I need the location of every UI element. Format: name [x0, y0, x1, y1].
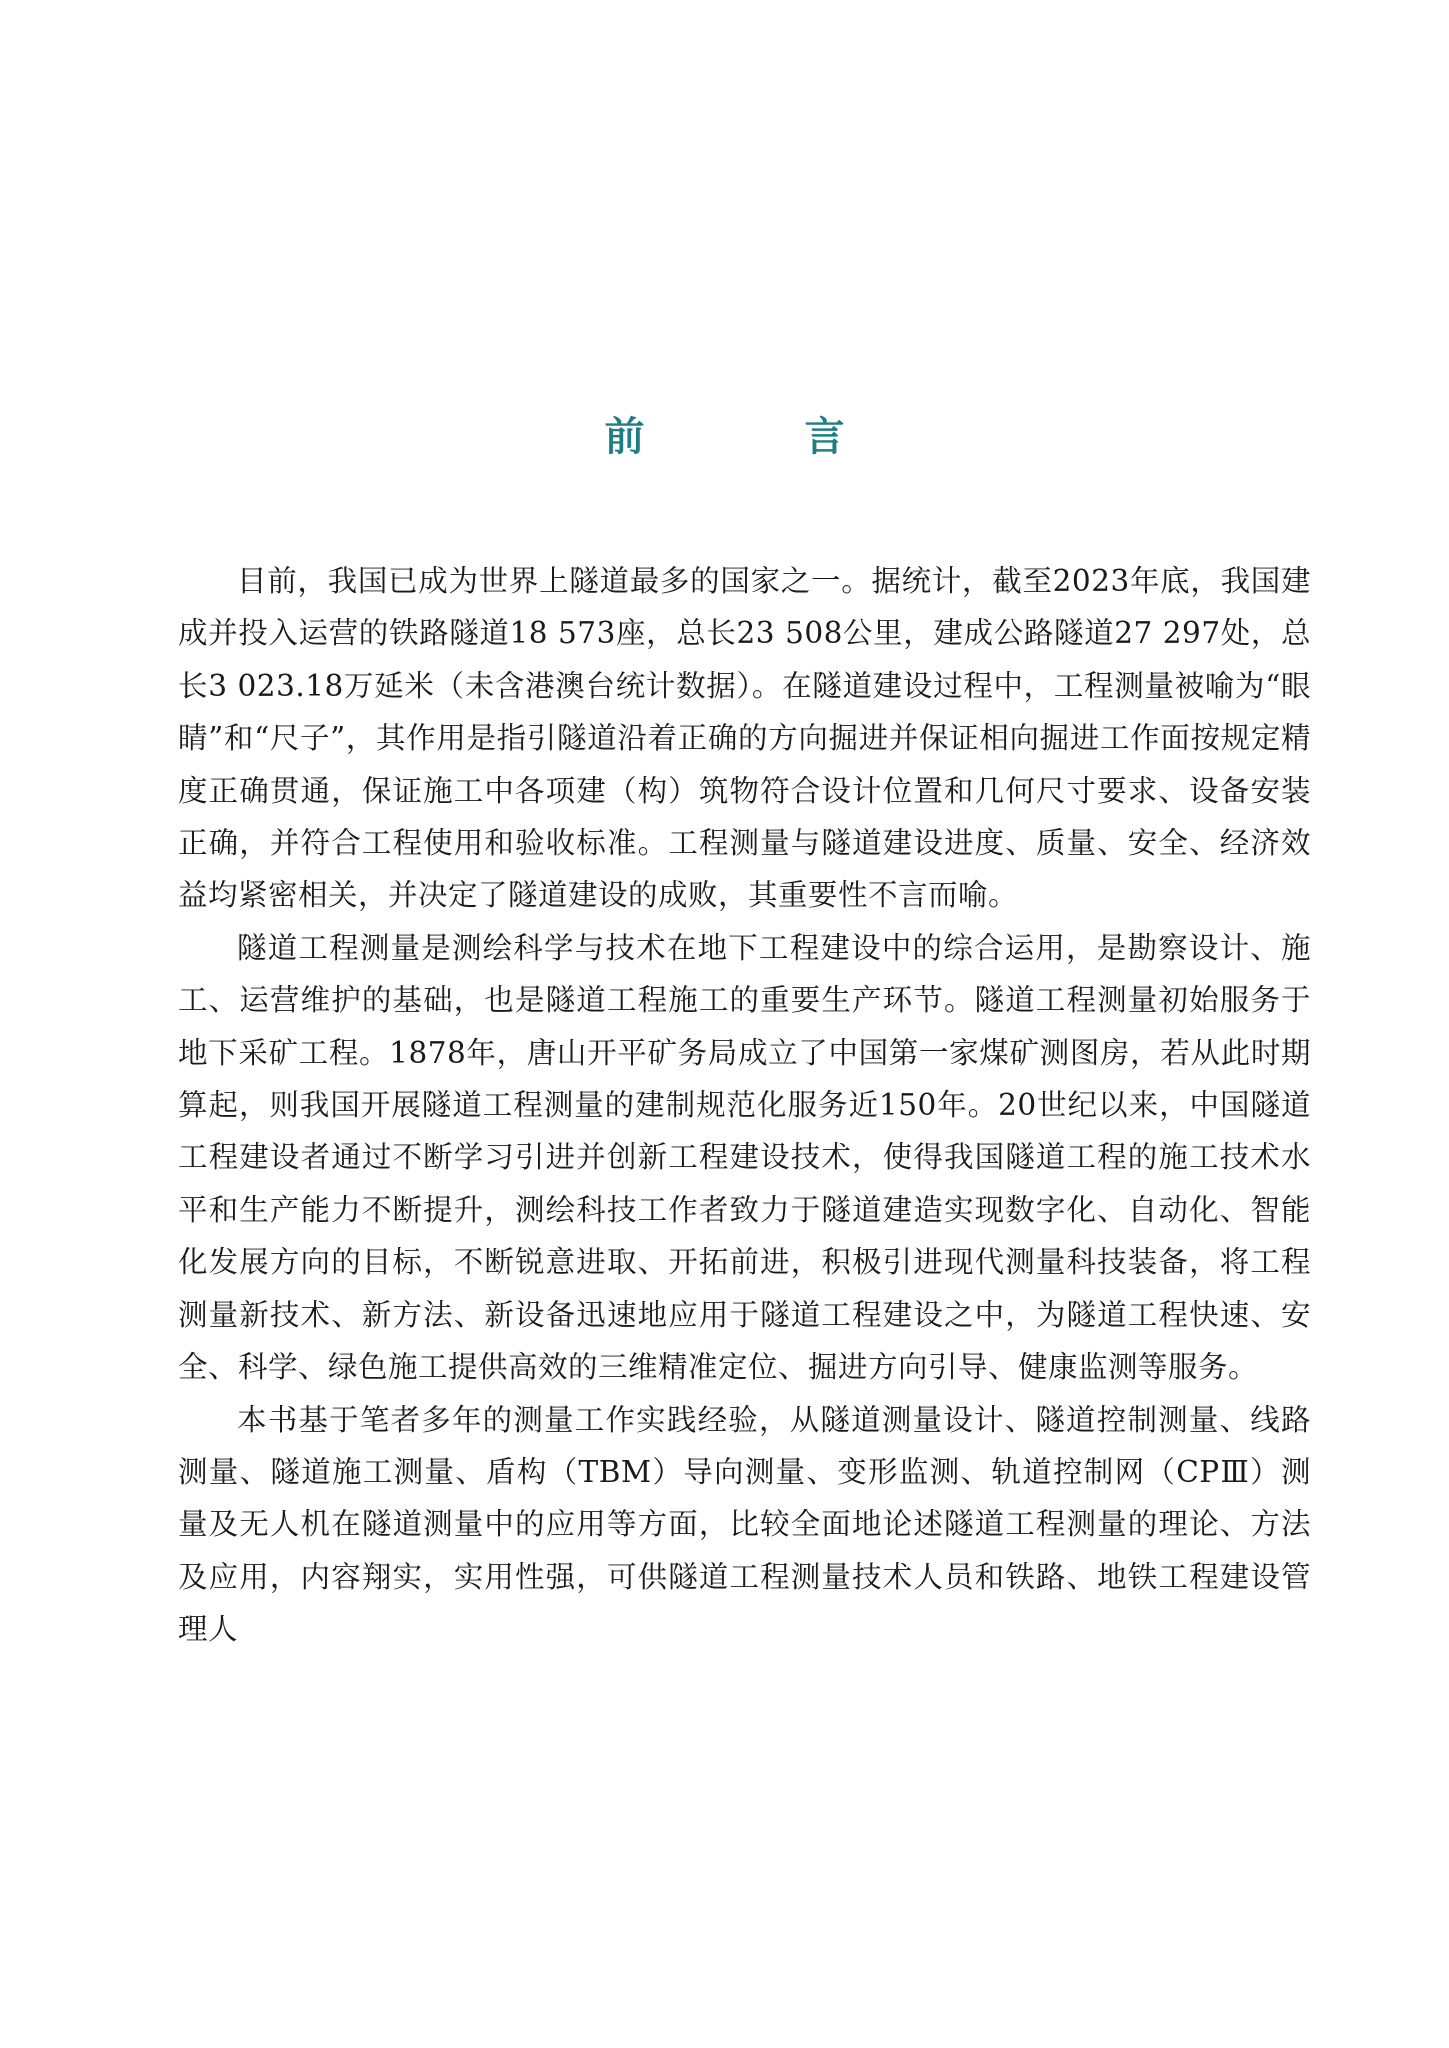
paragraph-3: 本书基于笔者多年的测量工作实践经验，从隧道测量设计、隧道控制测量、线路测量、隧道施工测量、盾构（TBM）导向测量、变形监测、轨道控制网（CPⅢ）测量及无人机在隧道测量中的应用等方面，比较全面地论述隧道工程测量的理论、方法及应用，内容翔实，实用性强，可供隧道工程测量技术人员和铁路、地铁工程建设管理人 [178, 1402, 1311, 1647]
page-title: 前 言 [604, 414, 905, 460]
preface-body [178, 555, 1311, 1656]
paragraph-1: 目前，我国已成为世界上隧道最多的国家之一。据统计，截至2023年底，我国建成并投入运营的铁路隧道18 573座，总长23 508公里，建成公路隧道27 297处，总长3 023.18万延米（未含港澳台统计数据）。在隧道建设过程中，工程测量被喻为“眼睛”和“尺子”，其作用是指引隧道沿着正确的方向掘进并保证相向掘进工作面按规定精度正确贯通，保证施工中各项建（构）筑物符合设计位置和几何尺寸要求、设备安装正确，并符合工程使用和验收标准。工程测量与隧道建设进度、质量、安全、经济效益均紧密相关，并决定了隧道建设的成败，其重要性不言而喻。 [178, 564, 1311, 913]
paragraph-2: 隧道工程测量是测绘科学与技术在地下工程建设中的综合运用，是勘察设计、施工、运营维护的基础，也是隧道工程施工的重要生产环节。隧道工程测量初始服务于地下采矿工程。1878年，唐山开平矿务局成立了中国第一家煤矿测图房，若从此时期算起，则我国开展隧道工程测量的建制规范化服务近150年。20世纪以来，中国隧道工程建设者通过不断学习引进并创新工程建设技术，使得我国隧道工程的施工技术水平和生产能力不断提升，测绘科技工作者致力于隧道建造实现数字化、自动化、智能化发展方向的目标，不断锐意进取、开拓前进，积极引进现代测量科技装备，将工程测量新技术、新方法、新设备迅速地应用于隧道工程建设之中，为隧道工程快速、安全、科学、绿色施工提供高效的三维精准定位、掘进方向引导、健康监测等服务。 [178, 930, 1311, 1385]
